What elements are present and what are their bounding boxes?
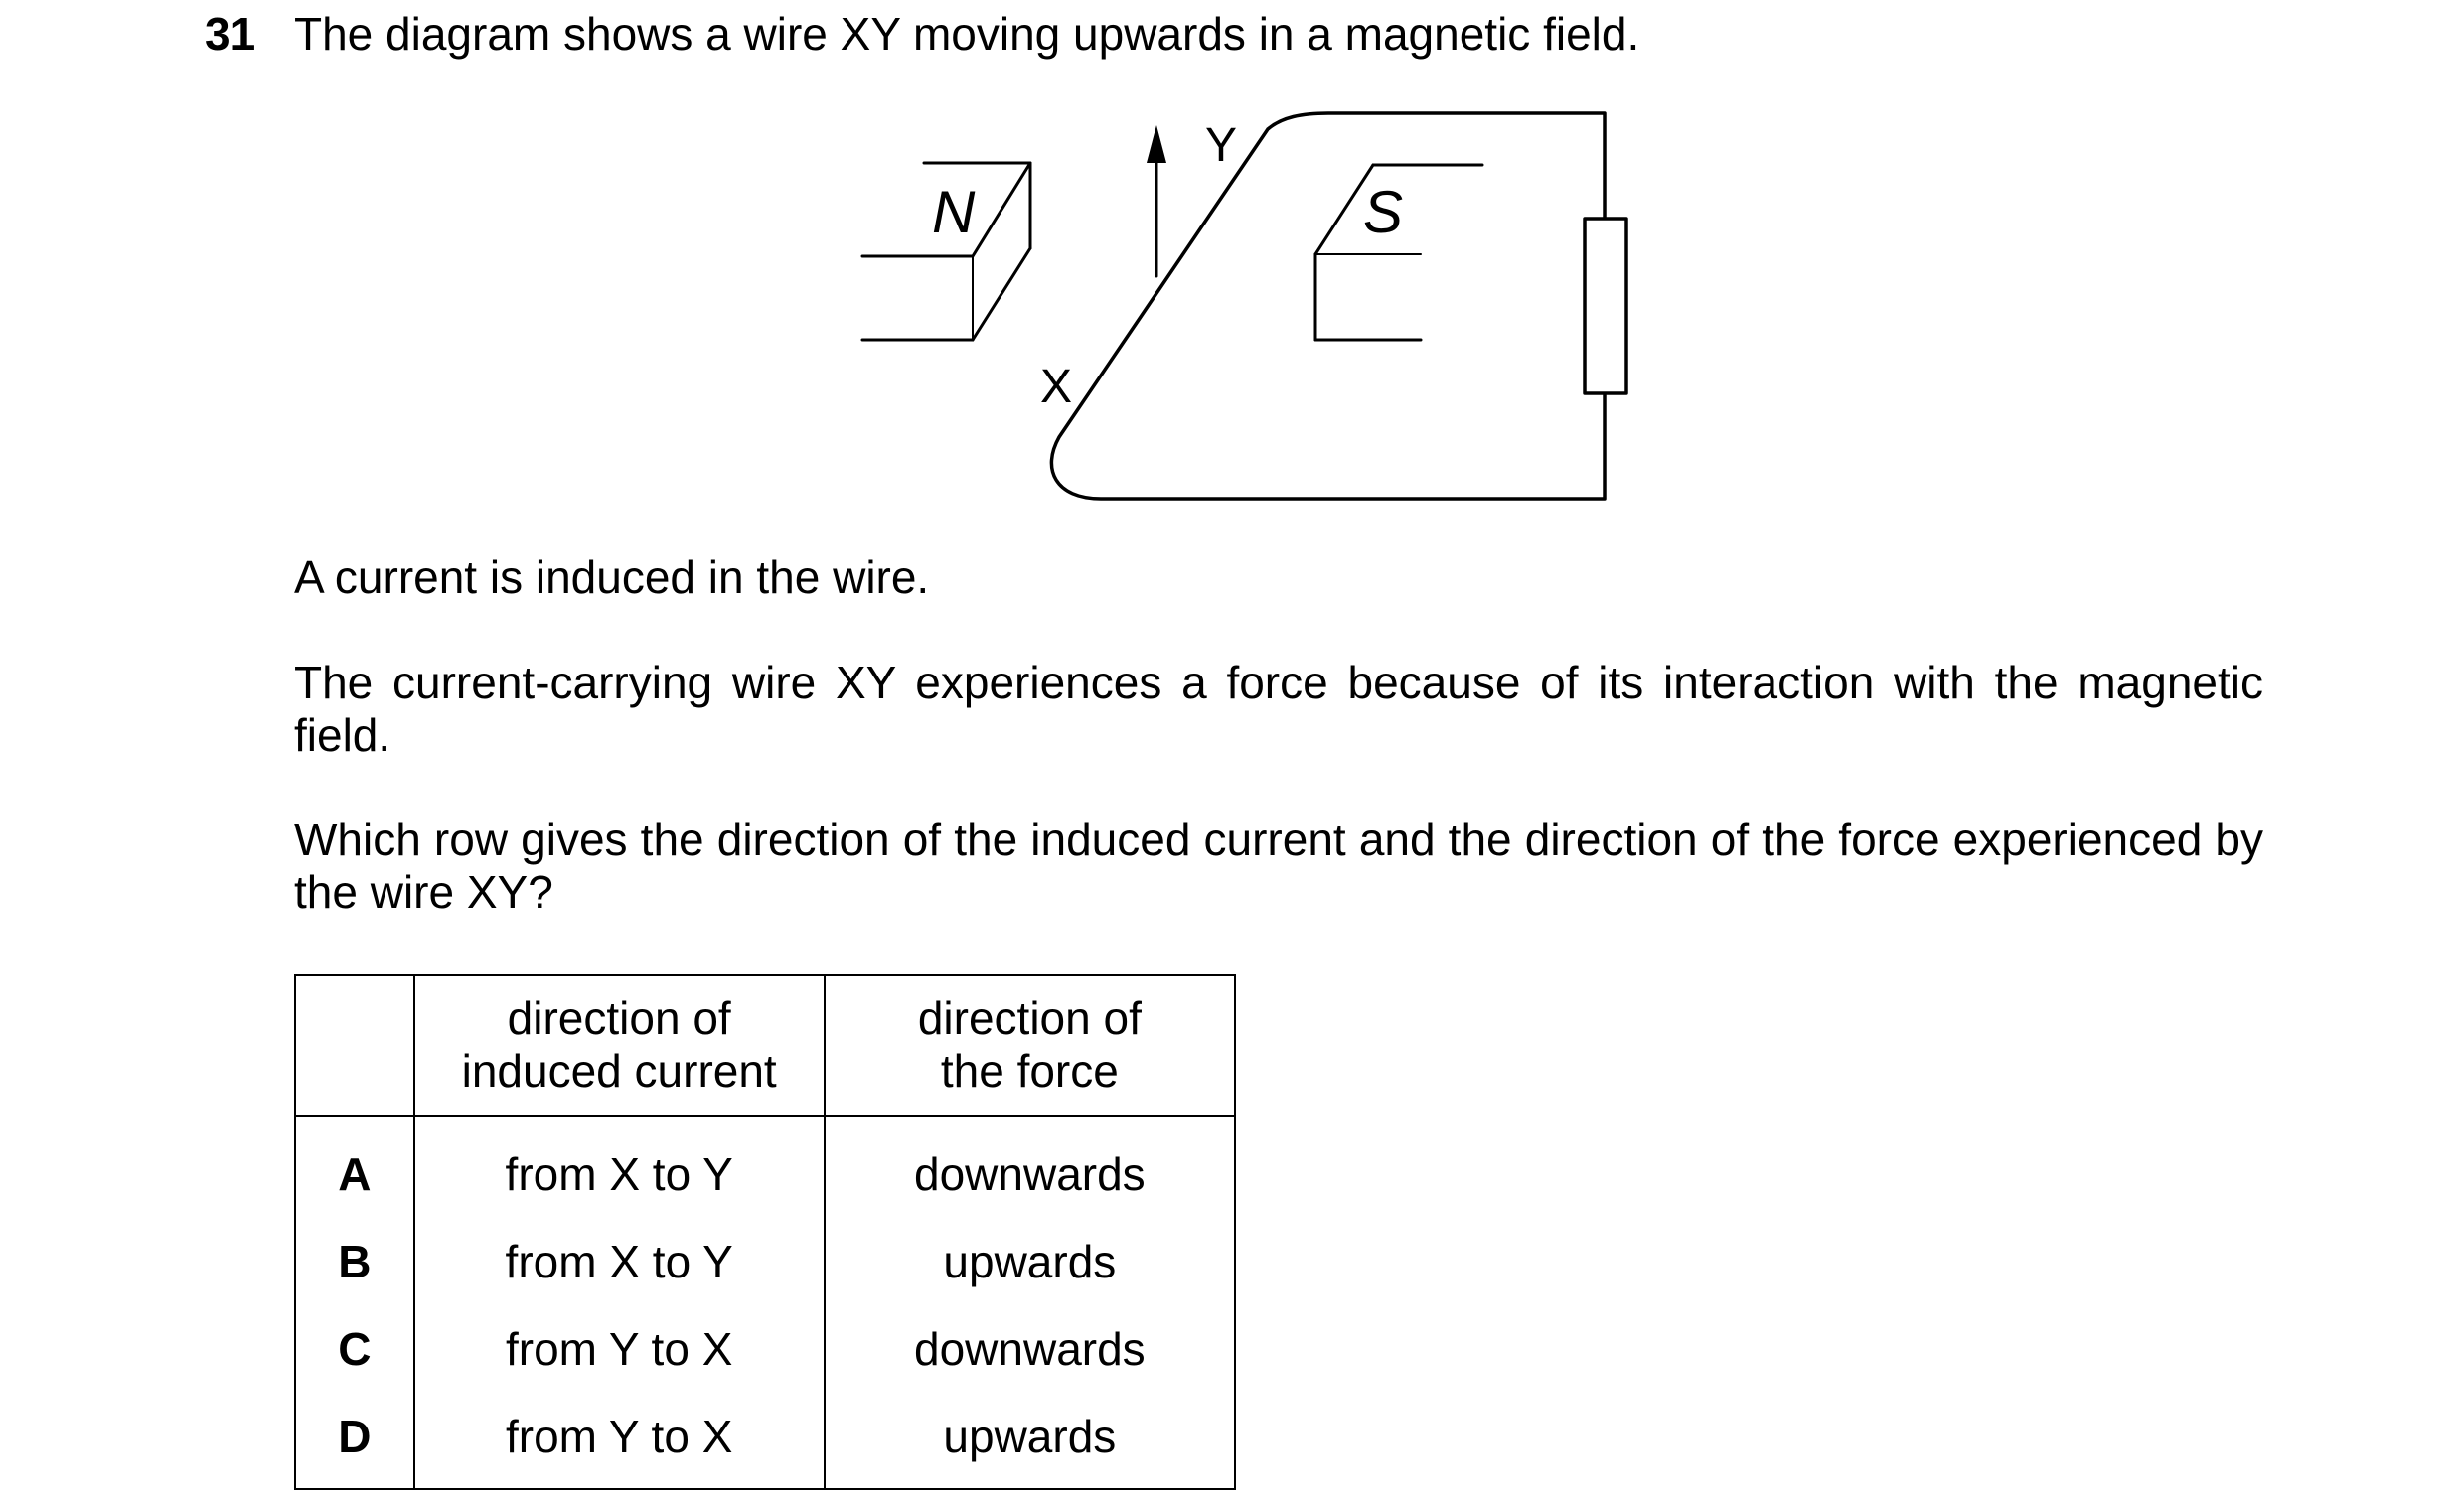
option-current: from Y to X — [414, 1393, 825, 1489]
header-force — [825, 975, 1235, 1116]
header-force-line1: direction of — [917, 992, 1142, 1044]
question-prompt: Which row gives the direction of the induced current and the direction of the force experienced by the wire XY? — [294, 814, 2263, 918]
option-current: from X to Y — [414, 1116, 825, 1218]
option-row-b[interactable] — [295, 1218, 1235, 1305]
option-row-a[interactable] — [295, 1116, 1235, 1218]
option-force: downwards — [825, 1305, 1235, 1393]
option-force: downwards — [825, 1116, 1235, 1218]
wire-end-y-label: Y — [1205, 119, 1238, 172]
statement-induced-current: A current is induced in the wire. — [294, 551, 930, 603]
south-pole-label: S — [1363, 179, 1404, 245]
option-row-c[interactable] — [295, 1305, 1235, 1393]
option-row-d[interactable] — [295, 1393, 1235, 1489]
magnetic-field-diagram — [0, 0, 2464, 536]
option-force: upwards — [825, 1218, 1235, 1305]
circuit-wire — [1051, 113, 1605, 499]
question-stem: The diagram shows a wire XY moving upwards in a magnetic field. — [294, 8, 1640, 60]
header-current-line1: direction of — [507, 992, 731, 1044]
answer-options-table — [294, 974, 1236, 1490]
question-number: 31 — [205, 8, 256, 60]
option-key[interactable]: A — [295, 1116, 414, 1218]
up-arrow-icon — [1147, 125, 1166, 163]
option-force: upwards — [825, 1393, 1235, 1489]
wire-end-x-label: X — [1040, 361, 1073, 413]
option-key[interactable]: D — [295, 1393, 414, 1489]
north-pole-label: N — [932, 179, 976, 245]
option-current: from X to Y — [414, 1218, 825, 1305]
header-key — [295, 975, 414, 1116]
header-current-line2: induced current — [461, 1045, 777, 1097]
option-current: from Y to X — [414, 1305, 825, 1393]
table-header-row — [295, 975, 1235, 1116]
option-key[interactable]: B — [295, 1218, 414, 1305]
resistor — [1585, 219, 1626, 393]
option-key[interactable]: C — [295, 1305, 414, 1393]
statement-force: The current-carrying wire XY experiences a force because of its interaction with the magnetic field. — [294, 657, 2263, 761]
header-force-line2: the force — [940, 1045, 1119, 1097]
header-current — [414, 975, 825, 1116]
